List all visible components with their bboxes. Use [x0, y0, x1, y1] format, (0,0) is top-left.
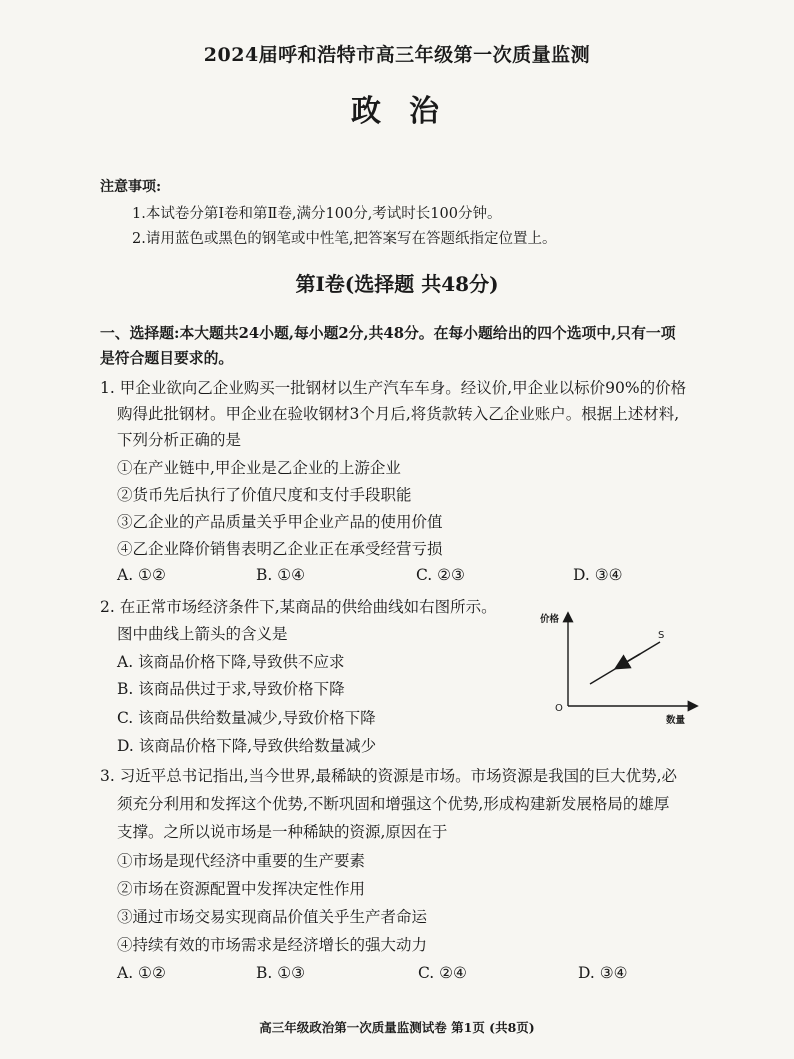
q1-stem: 1. 甲企业欲向乙企业购买一批钢材以生产汽车车身。经议价,甲企业以标价90%的价格 — [100, 379, 687, 397]
exam-title: 2024届呼和浩特市高三年级第一次质量监测 — [203, 44, 591, 66]
origin-label: O — [555, 703, 563, 714]
q1-statement: ③乙企业的产品质量关乎甲企业产品的使用价值 — [117, 513, 443, 531]
q2-stem: 2. 在正常市场经济条件下,某商品的供给曲线如右图所示。 — [100, 598, 497, 616]
x-axis-label: 数量 — [666, 715, 686, 726]
section-instructions: 是符合题目要求的。 — [100, 350, 234, 367]
notice-item: 1.本试卷分第Ⅰ卷和第Ⅱ卷,满分100分,考试时长100分钟。 — [132, 206, 502, 222]
q1-option-b[interactable]: B. ①④ — [256, 566, 306, 584]
q1-statement: ②货币先后执行了价值尺度和支付手段职能 — [117, 486, 412, 504]
curve-direction-arrow — [618, 654, 640, 667]
q1-option-d[interactable]: D. ③④ — [573, 566, 623, 584]
q3-stem: 3. 习近平总书记指出,当今世界,最稀缺的资源是市场。市场资源是我国的巨大优势,必 — [100, 767, 677, 785]
q3-option-b[interactable]: B. ①③ — [256, 964, 306, 982]
y-axis-label: 价格 — [540, 614, 560, 625]
q2-option-d[interactable]: D. 该商品价格下降,导致供给数量减少 — [117, 737, 377, 755]
q3-stem: 支撑。之所以说市场是一种稀缺的资源,原因在于 — [117, 823, 448, 841]
q3-statement: ①市场是现代经济中重要的生产要素 — [117, 852, 366, 870]
q2-option-c[interactable]: C. 该商品供给数量减少,导致价格下降 — [117, 709, 376, 727]
q1-stem: 购得此批钢材。甲企业在验收钢材3个月后,将货款转入乙企业账户。根据上述材料, — [117, 405, 680, 423]
q1-option-a[interactable]: A. ①② — [117, 566, 166, 584]
q1-stem: 下列分析正确的是 — [117, 431, 242, 449]
section-title: 第Ⅰ卷(选择题 共48分) — [295, 272, 499, 296]
q1-statement: ①在产业链中,甲企业是乙企业的上游企业 — [117, 459, 401, 477]
subject-title: 政治 — [351, 94, 467, 129]
notice-item: 2.请用蓝色或黑色的钢笔或中性笔,把答案写在答题纸指定位置上。 — [132, 231, 557, 247]
q2-stem: 图中曲线上箭头的含义是 — [117, 625, 288, 643]
curve-label: S — [658, 630, 665, 641]
q2-option-a[interactable]: A. 该商品价格下降,导致供不应求 — [117, 653, 345, 671]
q3-option-a[interactable]: A. ①② — [117, 964, 166, 982]
q3-stem: 须充分利用和发挥这个优势,不断巩固和增强这个优势,形成构建新发展格局的雄厚 — [117, 795, 670, 813]
supply-curve-chart — [528, 608, 703, 728]
q3-statement: ③通过市场交易实现商品价值关乎生产者命运 — [117, 908, 428, 926]
notice-heading: 注意事项: — [100, 179, 162, 195]
q1-option-c[interactable]: C. ②③ — [416, 566, 465, 584]
q2-option-b[interactable]: B. 该商品供过于求,导致价格下降 — [117, 680, 345, 698]
q3-option-d[interactable]: D. ③④ — [578, 964, 628, 982]
q3-option-c[interactable]: C. ②④ — [418, 964, 467, 982]
page-footer: 高三年级政治第一次质量监测试卷 第1页 (共8页) — [259, 1020, 535, 1035]
q3-statement: ②市场在资源配置中发挥决定性作用 — [117, 880, 366, 898]
q3-statement: ④持续有效的市场需求是经济增长的强大动力 — [117, 936, 428, 954]
q1-statement: ④乙企业降价销售表明乙企业正在承受经营亏损 — [117, 540, 443, 558]
section-instructions: 一、选择题:本大题共24小题,每小题2分,共48分。在每小题给出的四个选项中,只有一项 — [100, 325, 676, 342]
